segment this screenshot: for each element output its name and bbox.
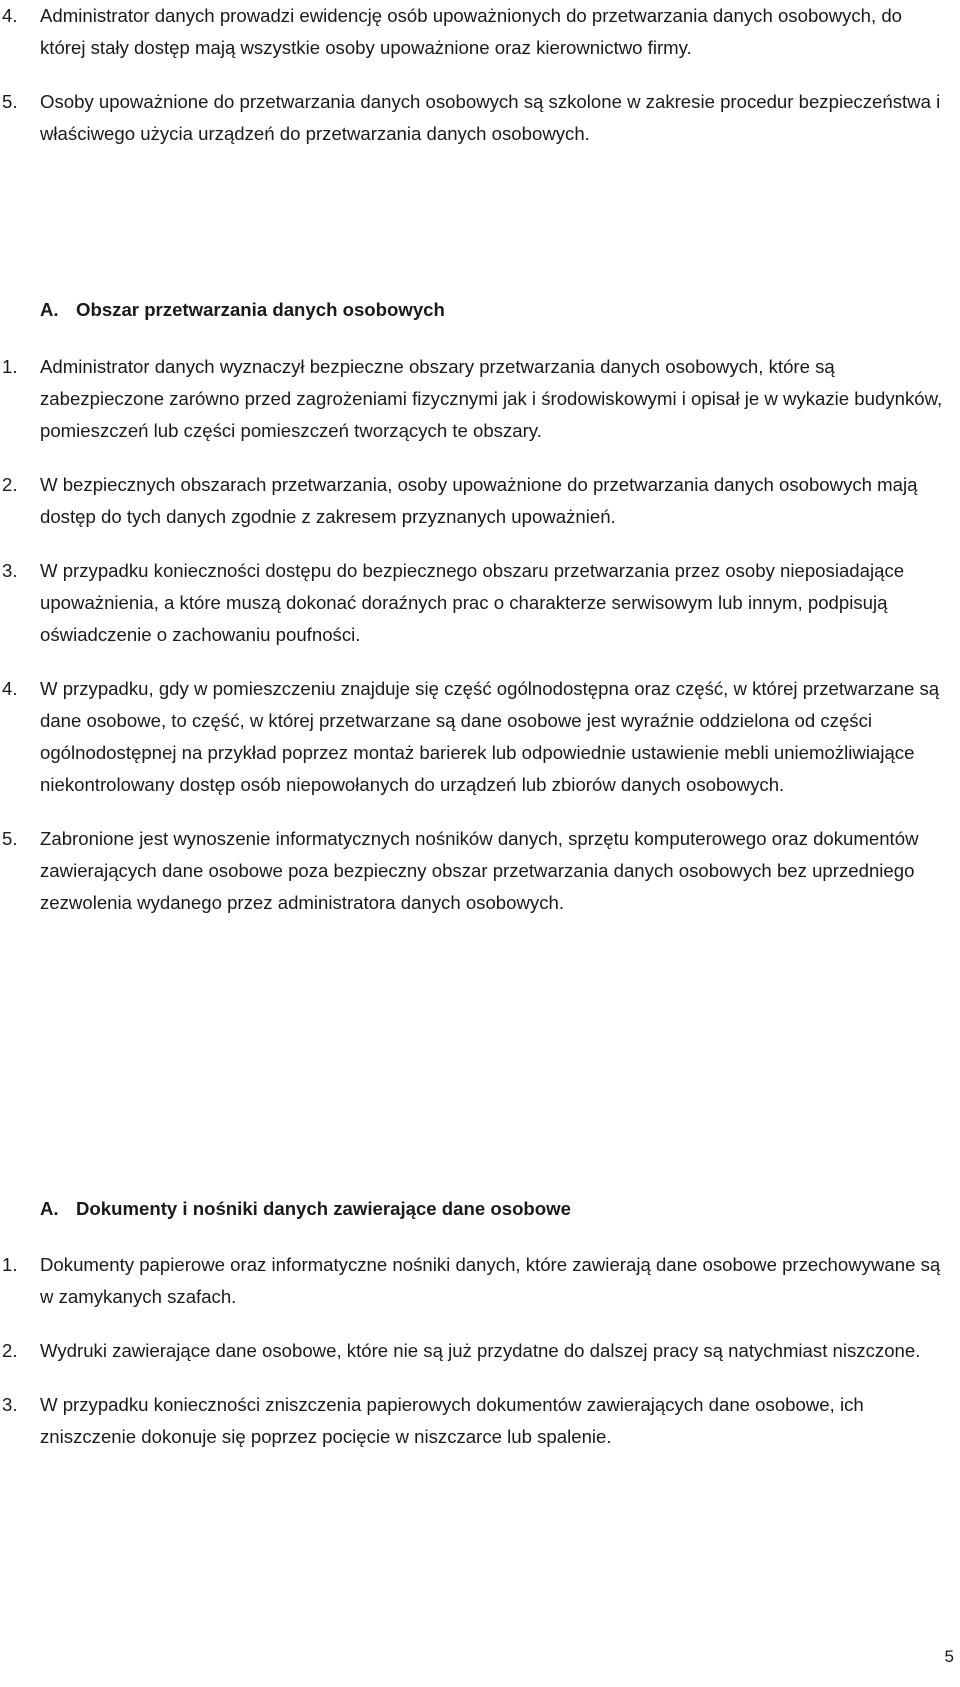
item-number: 3. (2, 1394, 18, 1415)
item-number: 5. (2, 828, 18, 849)
section-title: Dokumenty i nośniki danych zawierające dane osobowe (76, 1198, 571, 1219)
item-text: Administrator danych wyznaczył bezpieczne obszary przetwarzania danych osobowych, które są zabezpieczone zarówno przed zagrożeniami fizycznymi jak i środowiskowymi i opisał je w wykazie budynków, pomieszczeń lub części pomieszczeń tworzących te obszary. (40, 356, 943, 441)
section-letter: A. (40, 299, 59, 320)
list-item (0, 673, 960, 801)
section-heading-processing-area (40, 294, 445, 326)
item-number: 2. (2, 474, 18, 495)
list-item (0, 469, 960, 533)
list-item (0, 1249, 960, 1313)
item-text: Zabronione jest wynoszenie informatycznych nośników danych, sprzętu komputerowego oraz dokumentów zawierających dane osobowe poza bezpieczny obszar przetwarzania danych osobowych bez uprzedniego zezwolenia wydanego przez administratora danych osobowych. (40, 828, 919, 913)
item-text: W przypadku konieczności dostępu do bezpiecznego obszaru przetwarzania przez osoby nieposiadające upoważnienia, a które muszą dokonać doraźnych prac o charakterze serwisowym lub innym, podpisują oświadczenie o zachowaniu poufności. (40, 560, 905, 645)
list-item (0, 351, 960, 447)
item-number: 1. (2, 1254, 18, 1275)
item-text: W przypadku konieczności zniszczenia papierowych dokumentów zawierających dane osobowe, ich zniszczenie dokonuje się poprzez pocięcie w niszczarce lub spalenie. (40, 1394, 864, 1447)
item-text: Dokumenty papierowe oraz informatyczne nośniki danych, które zawierają dane osobowe przechowywane są w zamykanych szafach. (40, 1254, 941, 1307)
list-item (0, 555, 960, 651)
list-processing-area (0, 351, 960, 919)
list-item (0, 86, 960, 150)
page-number: 5 (944, 1647, 954, 1666)
section-letter: A. (40, 1198, 59, 1219)
list-continuation (0, 0, 960, 150)
item-number: 2. (2, 1340, 18, 1361)
item-text: W przypadku, gdy w pomieszczeniu znajduje się część ogólnodostępna oraz część, w której przetwarzane są dane osobowe, to część, w której przetwarzane są dane osobowe jest wyraźnie oddzielona od części ogólnodostępnej na przykład poprzez montaż barierek lub odpowiednie ustawienie mebli uniemożliwiające niekontrolowany dostęp osób niepowołanych do urządzeń lub zbiorów danych osobowych. (40, 678, 940, 795)
item-text: Wydruki zawierające dane osobowe, które nie są już przydatne do dalszej pracy są natychmiast niszczone. (40, 1340, 921, 1361)
item-number: 4. (2, 678, 18, 699)
section-title: Obszar przetwarzania danych osobowych (76, 299, 445, 320)
list-item (0, 0, 960, 64)
list-documents (0, 1249, 960, 1453)
item-text: W bezpiecznych obszarach przetwarzania, osoby upoważnione do przetwarzania danych osobowych mają dostęp do tych danych zgodnie z zakresem przyznanych upoważnień. (40, 474, 918, 527)
item-number: 1. (2, 356, 18, 377)
list-item (0, 1335, 960, 1367)
item-text: Administrator danych prowadzi ewidencję osób upoważnionych do przetwarzania danych osobowych, do której stały dostęp mają wszystkie osoby upoważnione oraz kierownictwo firmy. (40, 5, 903, 58)
section-heading-documents (40, 1193, 571, 1225)
item-text: Osoby upoważnione do przetwarzania danych osobowych są szkolone w zakresie procedur bezpieczeństwa i właściwego użycia urządzeń do przetwarzania danych osobowych. (40, 91, 941, 144)
item-number: 5. (2, 91, 18, 112)
item-number: 4. (2, 5, 18, 26)
item-number: 3. (2, 560, 18, 581)
list-item (0, 823, 960, 919)
list-item (0, 1389, 960, 1453)
